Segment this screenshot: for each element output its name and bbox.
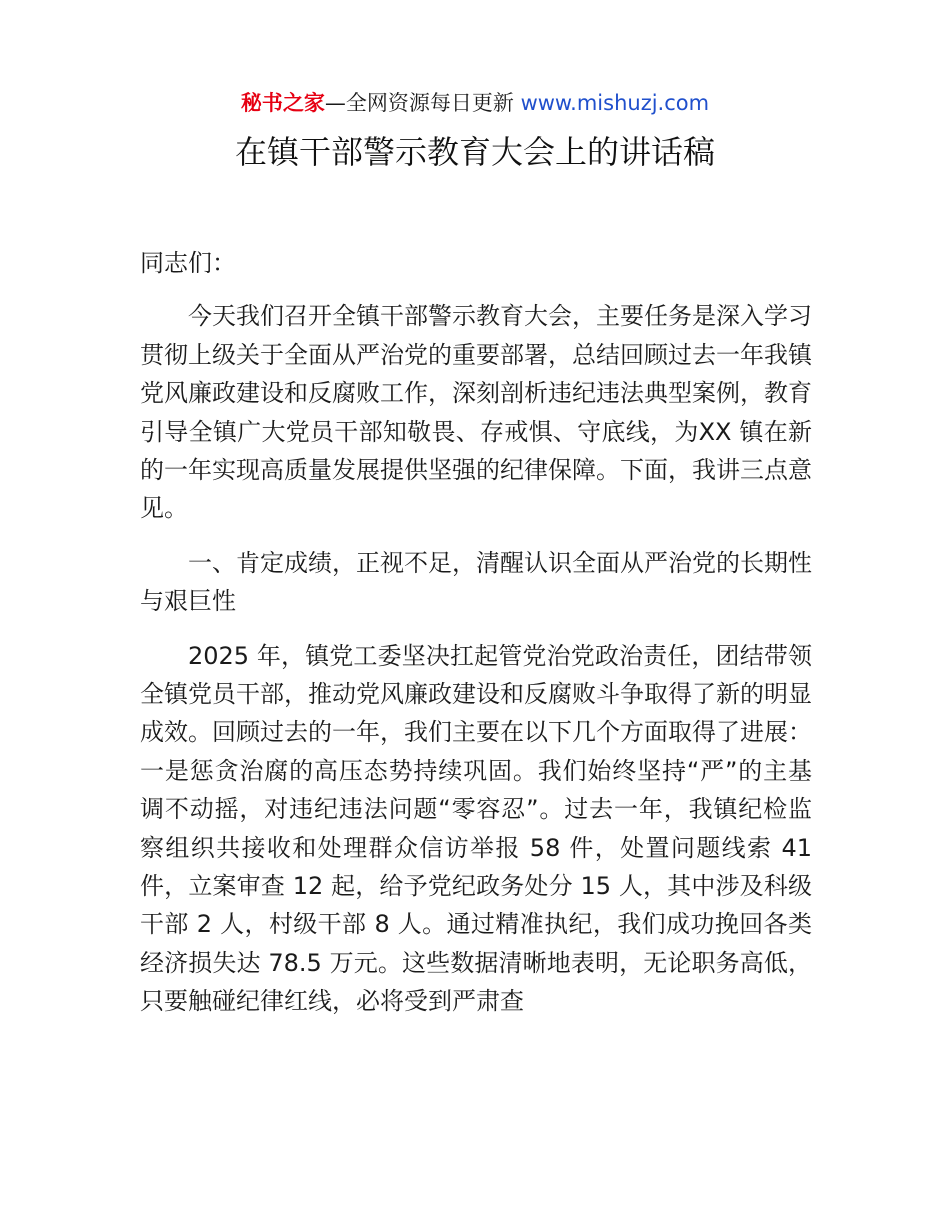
site-url-link[interactable]: www.mishuzj.com	[520, 91, 710, 115]
paragraph-intro: 今天我们召开全镇干部警示教育大会，主要任务是深入学习贯彻上级关于全面从严治党的重要部署，总结回顾过去一年我镇党风廉政建设和反腐败工作，深刻剖析违纪违法典型案例，教育引导全镇广大党员干部知敬畏、存戒惧、守底线，为XX 镇在新的一年实现高质量发展提供坚强的纪律保障。下面，我讲三点意见。	[140, 302, 812, 523]
section-heading-1: 一、肯定成绩，正视不足，清醒认识全面从严治党的长期性与艰巨性	[140, 548, 812, 616]
site-header	[0, 88, 950, 118]
header-slogan: —全网资源每日更新	[324, 91, 521, 115]
brand-name: 秘书之家	[240, 91, 325, 115]
paragraph-achievements: 2025 年，镇党工委坚决扛起管党治党政治责任，团结带领全镇党员干部，推动党风廉政建设和反腐败斗争取得了新的明显成效。回顾过去的一年，我们主要在以下几个方面取得了进展：一是惩贪治腐的高压态势持续巩固。我们始终坚持“严”的主基调不动摇，对违纪违法问题“零容忍”。过去一年，我镇纪检监察组织共接收和处理群众信访举报 58 件，处置问题线索 41 件，立案审查 12 起，给予党纪政务处分 15 人，其中涉及科级干部 2 人，村级干部 8 人。通过精准执纪，我们成功挽回各类经济损失达 78.5 万元。这些数据清晰地表明，无论职务高低，只要触碰纪律红线，必将受到严肃查	[140, 641, 812, 1016]
document-body	[140, 244, 812, 1021]
document-title: 在镇干部警示教育大会上的讲话稿	[234, 133, 715, 171]
salutation: 同志们：	[140, 249, 236, 277]
